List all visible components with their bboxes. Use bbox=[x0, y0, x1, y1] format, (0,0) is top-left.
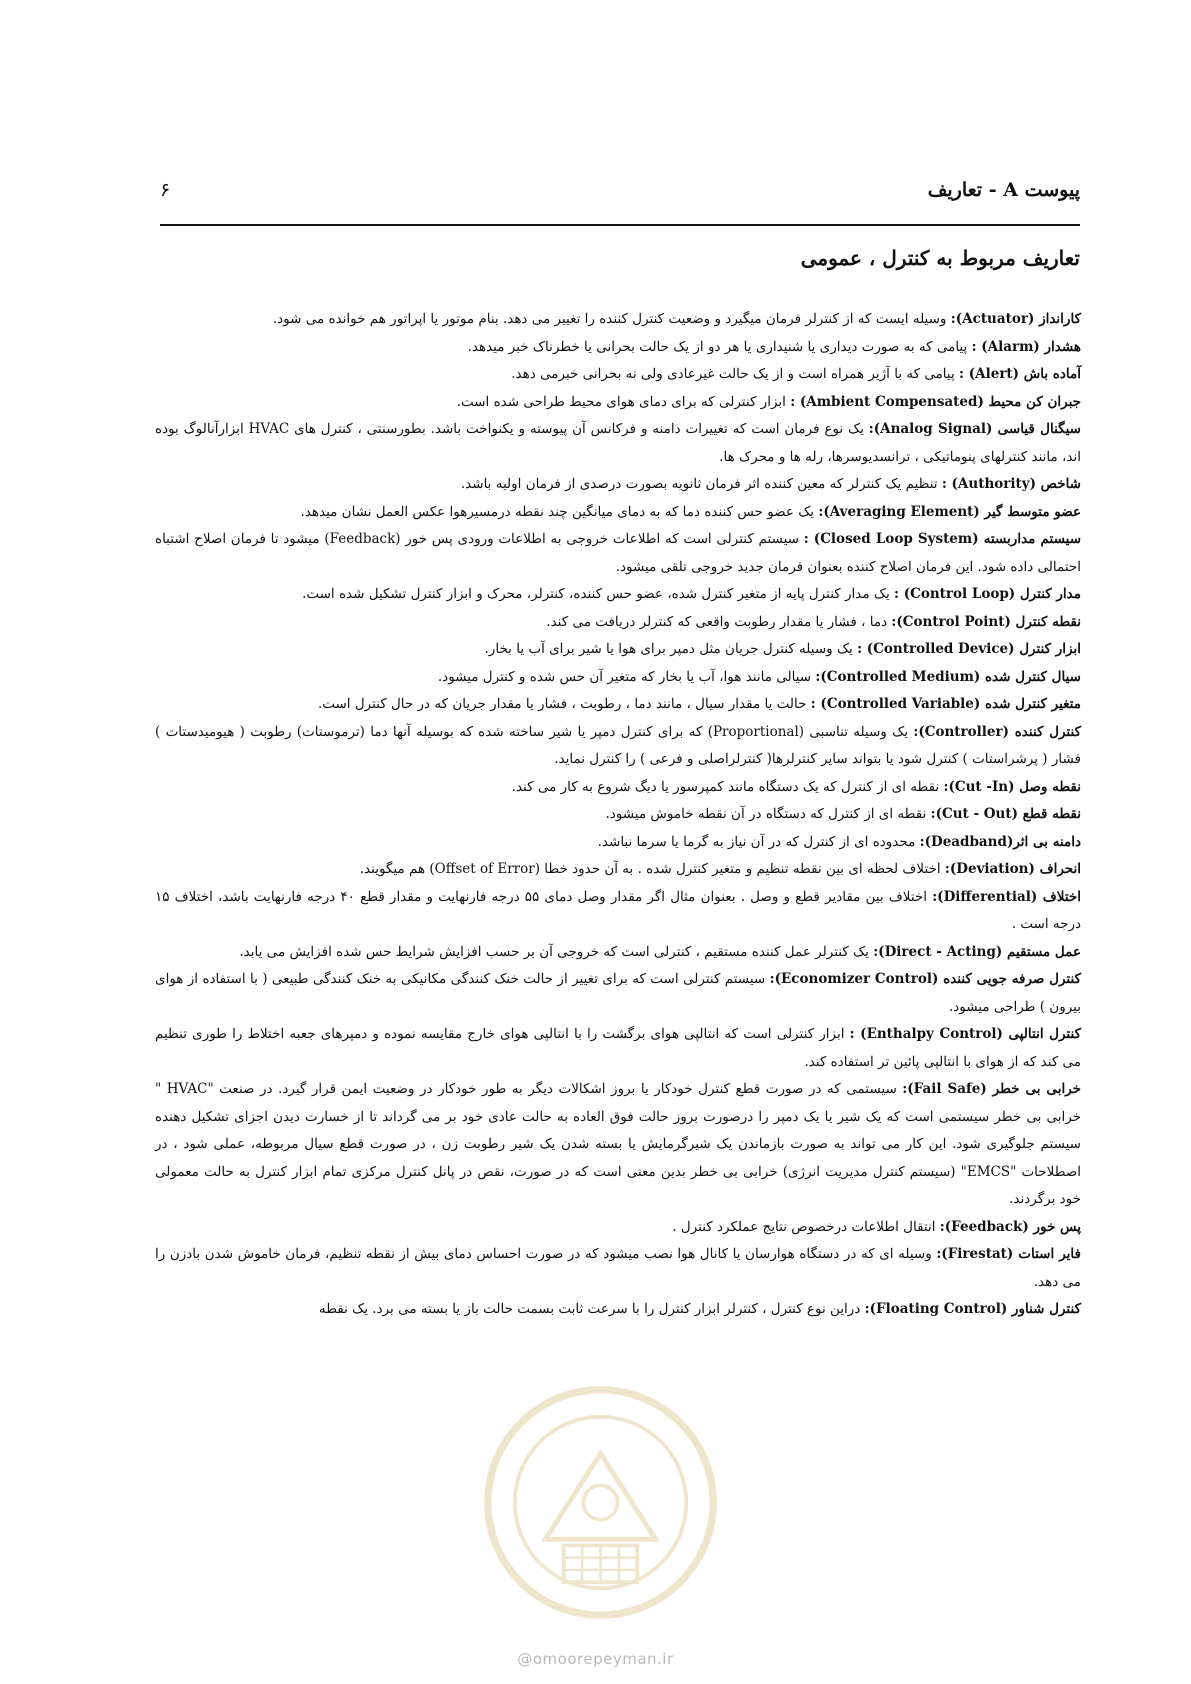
definition-entry bbox=[155, 801, 1081, 829]
definition-entry bbox=[155, 884, 1081, 939]
definition-text: اختلاف بین مقادیر قطع و وصل . بعنوان مثال اگر مقدار وصل دمای ۵۵ درجه فارنهایت و مقدار قطع ۴۰ درجه فارنهایت باشد، اختلاف ۱۵ درجه است . bbox=[155, 888, 1081, 932]
definition-entry bbox=[155, 719, 1081, 774]
definition-term: نقطه کنترل (Control Point): bbox=[891, 613, 1081, 630]
definition-text: سیالی مانند هوا، آب یا بخار که متغیر آن حس شده و کنترل میشود. bbox=[437, 668, 816, 685]
definition-entry bbox=[155, 664, 1081, 692]
definition-text: وسیله ای که در دستگاه هوارسان یا کانال هوا نصب میشود که در صورت احساس دمای بیش از نقطه تنظیم، فرمان خاموش شدن بادزن را می دهد. bbox=[155, 1246, 1081, 1290]
definition-text: انتقال اطلاعات درخصوص نتایج عملکرد کنترل . bbox=[672, 1218, 940, 1235]
definition-text: ابزار کنترلی است که انتالپی هوای برگشت را با انتالپی هوای خارج مقایسه نموده و دمپرهای جعبه اختلاط را طوری تنظیم می کند که از هوای با انتالپی پائین تر استفاده کند. bbox=[155, 1026, 1081, 1070]
definition-term: نقطه قطع (Cut - Out): bbox=[930, 806, 1081, 822]
definition-term: فایر استات (Firestat): bbox=[936, 1246, 1081, 1262]
section-title: تعاریف مربوط به کنترل ، عمومی bbox=[800, 246, 1080, 270]
definition-entry bbox=[155, 334, 1081, 362]
definition-text: نقطه ای از کنترل که یک دستگاه مانند کمپرسور یا دیگ شروع به کار می کند. bbox=[511, 778, 944, 795]
definition-entry bbox=[155, 774, 1081, 802]
definition-entry bbox=[155, 361, 1081, 389]
definition-entry bbox=[155, 1021, 1081, 1076]
definition-entry bbox=[155, 966, 1081, 1021]
header-divider bbox=[160, 224, 1080, 226]
definition-term: متغیر کنترل شده (Controlled Variable) : bbox=[810, 696, 1081, 712]
definition-text: محدوده ای از کنترل که در آن نیاز به گرما یا سرما نباشد. bbox=[597, 833, 920, 850]
definition-text: دراین نوع کنترل ، کنترلر ابزار کنترل را با سرعت ثابت بسمت حالت باز یا بسته می برد. یک نقطه bbox=[318, 1301, 865, 1317]
definition-text: اختلاف لحظه ای بین نقطه تنظیم و متغیر کنترل شده . به آن حدود خطا (Offset of Error) هم میگویند. bbox=[359, 861, 945, 877]
definition-term: هشدار (Alarm) : bbox=[971, 338, 1081, 355]
definition-entry bbox=[155, 1214, 1081, 1242]
definition-text: یک نوع فرمان است که تغییرات دامنه و فرکانس آن پیوسته و یکنواخت باشد. بطورسنتی ، کنترل های HVAC ابزارآنالوگ بوده اند، مانند کنترلهای پنوماتیکی ، ترانسدیوسرها، رله ها و محرک ها. bbox=[155, 421, 1081, 465]
definition-entry bbox=[155, 581, 1081, 609]
definition-term: کنترل صرفه جویی کننده (Economizer Control): bbox=[769, 971, 1081, 987]
definition-text: وسیله ایست که از کنترلر فرمان میگیرد و وضعیت کنترل کننده را تغییر می دهد. بنام موتور یا اپراتور هم خوانده می شود. bbox=[272, 311, 951, 327]
watermark-seal-logo bbox=[478, 1380, 723, 1625]
definition-term: مدار کنترل (Control Loop) : bbox=[894, 586, 1081, 602]
definition-text: سیستم کنترلی است که اطلاعات خروجی به اطلاعات ورودی پس خور (Feedback) میشود تا فرمان اصلاح اشتباه احتمالی داده شود. این فرمان اصلاح کننده بعنوان فرمان جدید خروجی تلقی میشود. bbox=[155, 531, 1081, 575]
definition-term: نقطه وصل (Cut -In): bbox=[943, 778, 1081, 795]
definition-term: پس خور (Feedback): bbox=[939, 1218, 1081, 1235]
definition-entry bbox=[155, 389, 1081, 417]
definition-text: پیامی که به صورت دیداری یا شنیداری یا هر دو از یک حالت بحرانی یا خطرناک خبر میدهد. bbox=[467, 338, 972, 355]
definition-term: کنترل شناور (Floating Control): bbox=[864, 1301, 1081, 1317]
footer-site-url: @omoorepeyman.ir bbox=[517, 1650, 674, 1668]
definition-term: آماده باش (Alert) : bbox=[959, 366, 1081, 382]
definition-term: دامنه بی اثر(Deadband): bbox=[919, 833, 1081, 850]
definition-entry bbox=[155, 499, 1081, 527]
definition-text: پیامی که با آژیر همراه است و از یک حالت غیرعادی ولی نه بحرانی خبرمی دهد. bbox=[511, 366, 960, 382]
definition-text: ابزار کنترلی که برای دمای هوای محیط طراحی شده است. bbox=[456, 393, 791, 410]
definition-term: کنترل انتالپی (Enthalpy Control) : bbox=[849, 1026, 1082, 1042]
definition-term: شاخص (Authority) : bbox=[941, 476, 1081, 492]
definition-entry bbox=[155, 939, 1081, 967]
definition-term: سیستم مداربسته (Closed Loop System) : bbox=[803, 531, 1082, 547]
definition-entry bbox=[155, 1076, 1081, 1214]
definition-text: سیستم کنترلی است که برای تغییر از حالت خنک کنندگی مکانیکی به خنک کنندگی طبیعی ( با استفاده از هوای بیرون ) طراحی میشود. bbox=[155, 971, 1081, 1015]
header-title: پیوست A - تعاریف bbox=[927, 179, 1080, 201]
definition-entry bbox=[155, 471, 1081, 499]
definitions-list bbox=[155, 306, 1081, 1324]
definition-entry bbox=[155, 829, 1081, 857]
definition-term: عضو متوسط گیر (Averaging Element): bbox=[818, 503, 1081, 520]
definition-entry bbox=[155, 306, 1081, 334]
definition-text: یک وسیله تناسبی (Proportional) که برای کنترل دمپر یا شیر ساخته شده که بوسیله آنها دما (ترموستات) رطوبت ( هیومیدستات ) فشار ( پرشراستات ) کنترل شود یا بتواند سایر کنترلرها( کنترلراصلی و فرعی ) را کنترل نماید. bbox=[155, 723, 1081, 767]
definition-entry bbox=[155, 609, 1081, 637]
definition-text: یک کنترلر عمل کننده مستقیم ، کنترلی است که خروجی آن بر حسب افزایش شرایط حس شده افزایش می یابد. bbox=[239, 943, 874, 960]
definition-term: سیگنال قیاسی (Analog Signal): bbox=[868, 421, 1081, 437]
definition-text: یک مدار کنترل پایه از متغیر کنترل شده، عضو حس کننده، کنترلر، محرک و ابزار کنترل تشکیل شده است. bbox=[302, 586, 895, 602]
definition-term: عمل مستقیم (Direct - Acting): bbox=[873, 943, 1081, 960]
definition-entry bbox=[155, 1241, 1081, 1296]
definition-text: حالت یا مقدار سیال ، مانند دما ، رطوبت ، فشار یا مقدار جریان که در حال کنترل است. bbox=[317, 696, 811, 712]
definition-text: دما ، فشار یا مقدار رطوبت واقعی که کنترلر دریافت می کند. bbox=[546, 613, 892, 630]
page-header bbox=[160, 172, 1080, 208]
definition-entry bbox=[155, 1296, 1081, 1324]
definition-entry bbox=[155, 691, 1081, 719]
definition-term: ابزار کنترل (Controlled Device) : bbox=[857, 641, 1081, 657]
definition-entry bbox=[155, 416, 1081, 471]
definition-term: انحراف (Deviation): bbox=[944, 861, 1081, 877]
definition-term: اختلاف (Differential): bbox=[932, 888, 1081, 905]
definition-entry bbox=[155, 526, 1081, 581]
definition-term: کنترل کننده (Controller): bbox=[913, 723, 1081, 740]
definition-text: تنظیم یک کنترلر که معین کننده اثر فرمان ثانویه بصورت درصدی از فرمان اولیه باشد. bbox=[460, 476, 942, 492]
definition-term: جبران کن محیط (Ambient Compensated) : bbox=[790, 393, 1081, 410]
definition-text: یک عضو حس کننده دما که به دمای میانگین چند نقطه درمسیرهوا عکس العمل نشان میدهد. bbox=[300, 503, 819, 520]
definition-entry bbox=[155, 636, 1081, 664]
definition-text: نقطه ای از کنترل که دستگاه در آن نقطه خاموش میشود. bbox=[605, 806, 931, 822]
definition-entry bbox=[155, 856, 1081, 884]
definition-term: خرابی بی خطر (Fail Safe): bbox=[902, 1081, 1081, 1097]
definition-term: سیال کنترل شده (Controlled Medium): bbox=[815, 668, 1081, 685]
definition-text: سیستمی که در صورت قطع کنترل خودکار یا بروز اشکالات دیگر به طور خودکار در وضعیت ایمن قرار گیرد. در صنعت "HVAC " خرابی بی خطر سیستمی است که یک شیر یا یک دمپر را درصورت بروز حالت فوق العاده به حالت عادی خود بر می گرداند تا از خسارت دیدن اجزای تشکیل دهنده سیستم جلوگیری شود. این کار می تواند به صورت بازماندن یک شیرگرمایش یا بسته شدن یک شیر رطوبت زن ، در صورت قطع سیال مربوطه، عملی شود ، در اصطلاحات "EMCS" (سیستم کنترل مدیریت انرژی) خرابی بی خطر بدین معنی است که در صورت، نقص در پانل کنترل مرکزی تمام ابزار کنترل به حالت معمولی خود برگردند. bbox=[155, 1081, 1081, 1207]
definition-term: کارانداز (Actuator): bbox=[950, 311, 1081, 327]
page-number: ۶ bbox=[160, 179, 171, 201]
definition-text: یک وسیله کنترل جریان مثل دمپر برای هوا یا شیر برای آب یا بخار. bbox=[484, 641, 858, 657]
